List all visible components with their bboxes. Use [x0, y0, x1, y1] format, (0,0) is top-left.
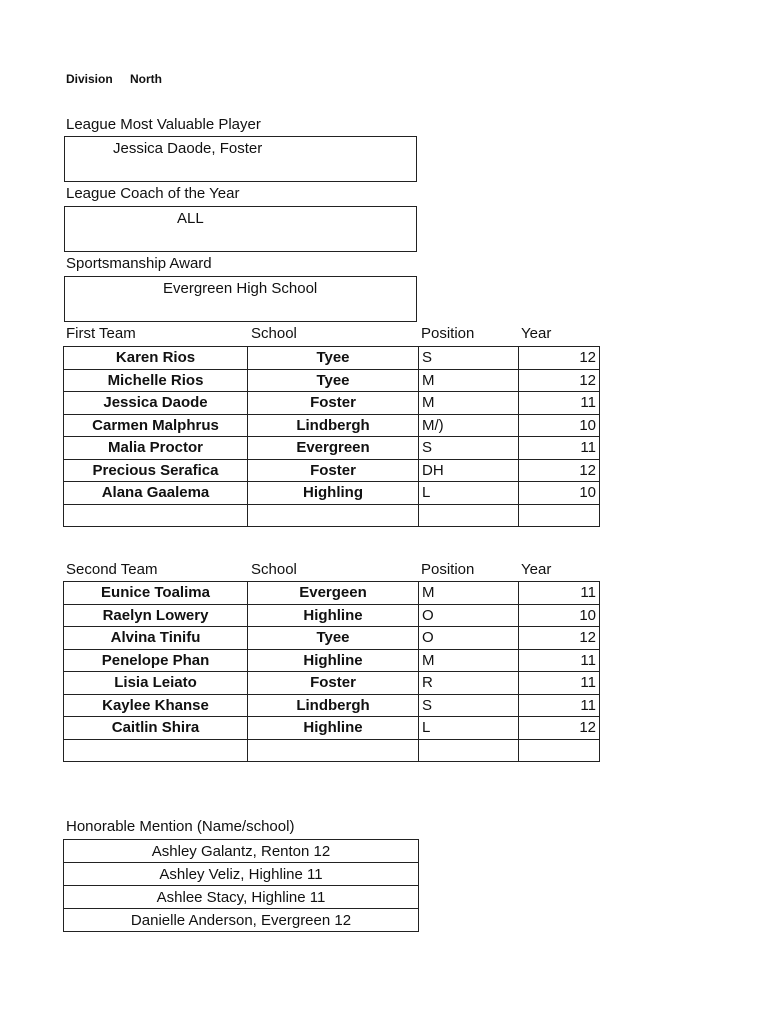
first-team-school-header: School — [251, 325, 297, 342]
player-school: Tyee — [248, 369, 419, 392]
empty-cell — [64, 504, 248, 527]
player-position: L — [419, 717, 519, 740]
first-team-year-header: Year — [521, 325, 552, 342]
player-position: DH — [419, 459, 519, 482]
table-row — [64, 672, 600, 695]
player-year: 12 — [519, 627, 600, 650]
player-name: Karen Rios — [64, 347, 248, 370]
player-year: 11 — [519, 649, 600, 672]
list-item — [64, 886, 419, 909]
player-year: 11 — [519, 392, 600, 415]
player-name: Kaylee Khanse — [64, 694, 248, 717]
player-school: Foster — [248, 459, 419, 482]
list-item — [64, 909, 419, 932]
player-year: 10 — [519, 414, 600, 437]
player-school: Evergeen — [248, 582, 419, 605]
honorable-mention-entry: Danielle Anderson, Evergreen 12 — [64, 909, 419, 932]
player-name: Alvina Tinifu — [64, 627, 248, 650]
empty-cell — [248, 504, 419, 527]
first-team-table — [63, 346, 600, 527]
player-school: Highline — [248, 604, 419, 627]
player-year: 11 — [519, 437, 600, 460]
player-name: Caitlin Shira — [64, 717, 248, 740]
player-year: 10 — [519, 604, 600, 627]
player-name: Raelyn Lowery — [64, 604, 248, 627]
player-position: S — [419, 694, 519, 717]
mvp-label: League Most Valuable Player — [66, 116, 261, 133]
sportsmanship-value: Evergreen High School — [163, 280, 318, 297]
player-name: Malia Proctor — [64, 437, 248, 460]
player-school: Foster — [248, 392, 419, 415]
player-school: Foster — [248, 672, 419, 695]
player-school: Highling — [248, 482, 419, 505]
player-position: M — [419, 392, 519, 415]
empty-cell — [519, 739, 600, 762]
player-position: M — [419, 369, 519, 392]
honorable-mention-entry: Ashley Galantz, Renton 12 — [64, 840, 419, 863]
player-year: 12 — [519, 717, 600, 740]
list-item — [64, 840, 419, 863]
sportsmanship-box — [64, 276, 417, 322]
player-school: Highline — [248, 649, 419, 672]
player-year: 12 — [519, 347, 600, 370]
player-year: 11 — [519, 672, 600, 695]
coach-box — [64, 206, 417, 252]
empty-cell — [64, 739, 248, 762]
player-name: Penelope Phan — [64, 649, 248, 672]
player-year: 12 — [519, 459, 600, 482]
table-row — [64, 347, 600, 370]
first-team-position-header: Position — [421, 325, 475, 342]
player-position: S — [419, 347, 519, 370]
second-team-table — [63, 581, 600, 762]
player-name: Precious Serafica — [64, 459, 248, 482]
table-row — [64, 717, 600, 740]
mvp-box — [64, 136, 417, 182]
division-value: North — [130, 72, 162, 86]
mvp-value: Jessica Daode, Foster — [113, 140, 263, 157]
player-school: Highline — [248, 717, 419, 740]
player-school: Tyee — [248, 627, 419, 650]
empty-table-row — [64, 504, 600, 527]
table-row — [64, 627, 600, 650]
player-position: M — [419, 649, 519, 672]
empty-table-row — [64, 739, 600, 762]
table-row — [64, 392, 600, 415]
player-year: 11 — [519, 694, 600, 717]
player-school: Lindbergh — [248, 694, 419, 717]
player-name: Jessica Daode — [64, 392, 248, 415]
second-team-position-header: Position — [421, 561, 475, 578]
second-team-header: Second Team — [66, 561, 158, 578]
table-row — [64, 649, 600, 672]
second-team-school-header: School — [251, 561, 297, 578]
empty-cell — [248, 739, 419, 762]
second-team-year-header: Year — [521, 561, 552, 578]
player-position: O — [419, 627, 519, 650]
player-position: R — [419, 672, 519, 695]
honorable-mention-table — [63, 839, 419, 932]
table-row — [64, 369, 600, 392]
player-name: Lisia Leiato — [64, 672, 248, 695]
player-school: Evergreen — [248, 437, 419, 460]
table-row — [64, 482, 600, 505]
player-position: S — [419, 437, 519, 460]
table-row — [64, 604, 600, 627]
player-position: M/) — [419, 414, 519, 437]
list-item — [64, 863, 419, 886]
table-row — [64, 694, 600, 717]
honorable-mention-label: Honorable Mention (Name/school) — [66, 818, 295, 835]
player-school: Tyee — [248, 347, 419, 370]
division-label: Division — [66, 72, 113, 86]
player-position: L — [419, 482, 519, 505]
player-name: Michelle Rios — [64, 369, 248, 392]
table-row — [64, 414, 600, 437]
player-year: 11 — [519, 582, 600, 605]
table-row — [64, 459, 600, 482]
sportsmanship-label: Sportsmanship Award — [66, 255, 212, 272]
first-team-header: First Team — [66, 325, 136, 342]
table-row — [64, 437, 600, 460]
player-year: 12 — [519, 369, 600, 392]
coach-value: ALL — [177, 210, 204, 227]
empty-cell — [419, 739, 519, 762]
player-position: M — [419, 582, 519, 605]
player-year: 10 — [519, 482, 600, 505]
honorable-mention-entry: Ashlee Stacy, Highline 11 — [64, 886, 419, 909]
division-line — [66, 72, 162, 86]
empty-cell — [419, 504, 519, 527]
player-name: Alana Gaalema — [64, 482, 248, 505]
player-name: Eunice Toalima — [64, 582, 248, 605]
player-name: Carmen Malphrus — [64, 414, 248, 437]
honorable-mention-entry: Ashley Veliz, Highline 11 — [64, 863, 419, 886]
player-school: Lindbergh — [248, 414, 419, 437]
table-row — [64, 582, 600, 605]
player-position: O — [419, 604, 519, 627]
coach-label: League Coach of the Year — [66, 185, 240, 202]
empty-cell — [519, 504, 600, 527]
